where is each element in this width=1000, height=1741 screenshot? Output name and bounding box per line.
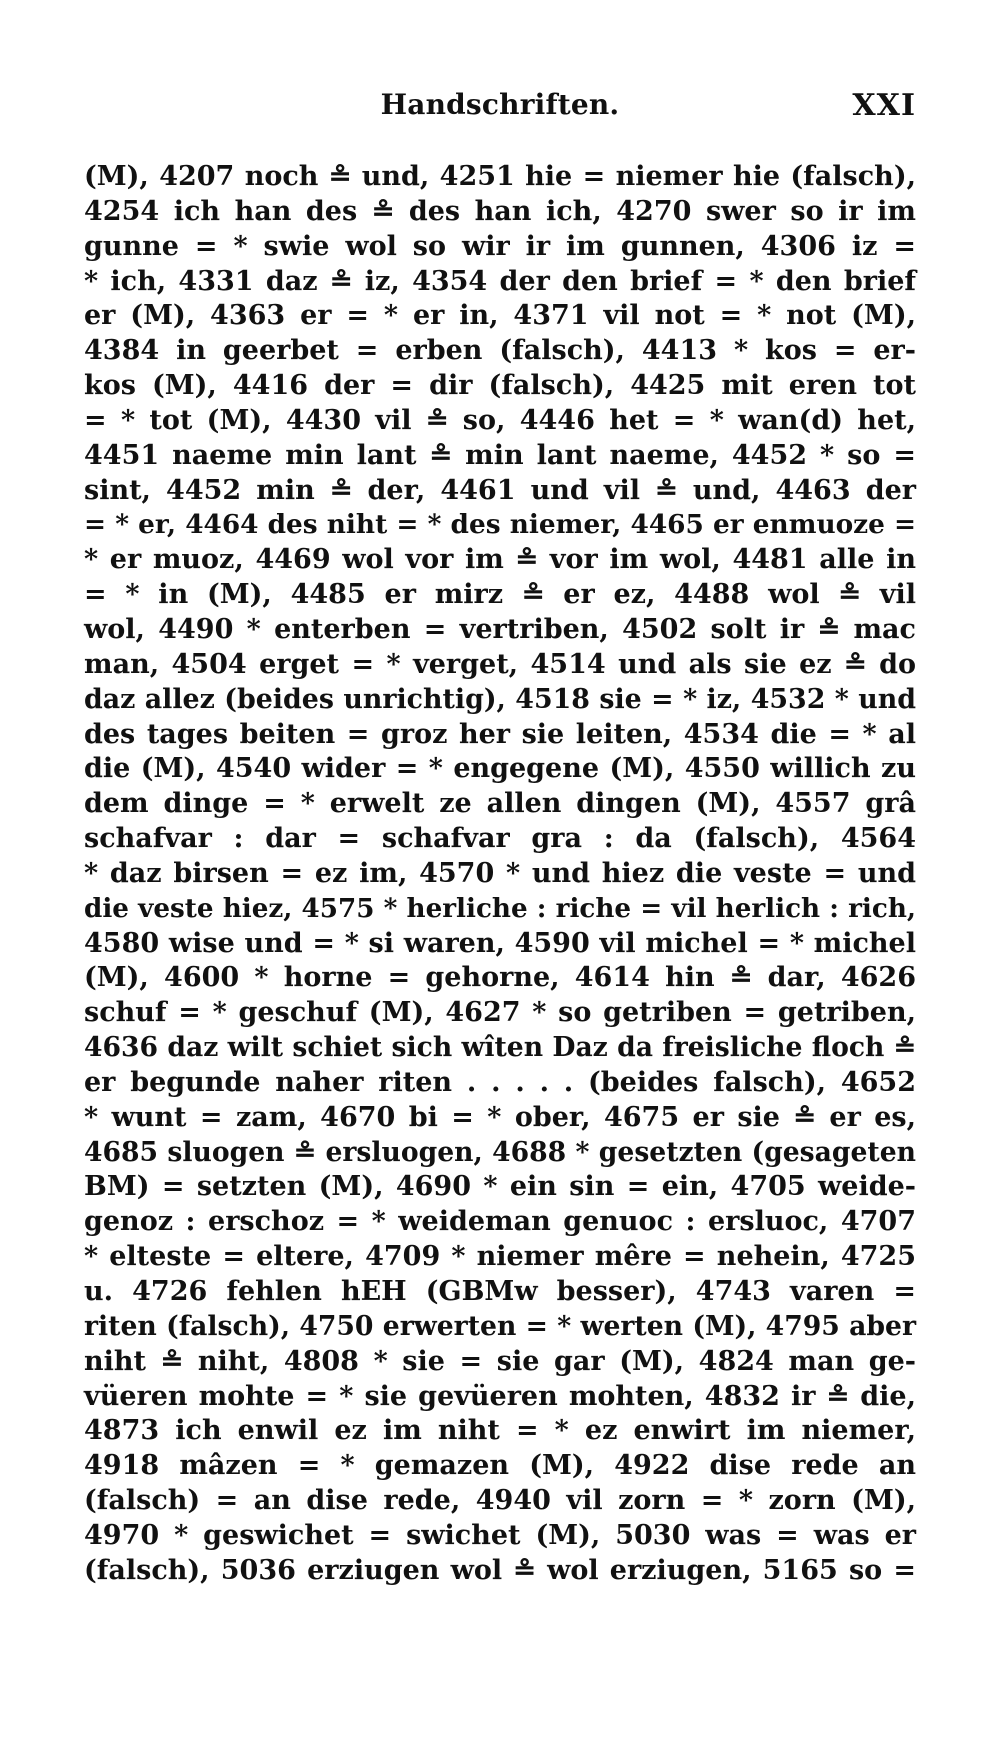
text-line: schuf = * geschuf (M), 4627 * so getriben = getriben, — [84, 997, 916, 1029]
text-line: man, 4504 erget = * verget, 4514 und als sie ez ≗ do — [84, 648, 916, 680]
text-line: daz allez (beides unrichtig), 4518 sie = * iz, 4532 * und — [84, 683, 916, 715]
page-number: XXI — [852, 88, 916, 123]
text-line: die (M), 4540 wider = * engegene (M), 4550 willich zu — [84, 753, 916, 785]
text-line: (falsch), 5036 erziugen wol ≗ wol erziugen, 5165 so = — [84, 1554, 916, 1586]
text-line: * wunt = zam, 4670 bi = * ober, 4675 er sie ≗ er es, — [84, 1101, 916, 1133]
running-title: Handschriften. — [380, 88, 620, 121]
text-line: 4580 wise und = * si waren, 4590 vil michel = * michel — [84, 927, 916, 959]
text-line: vüeren mohte = * sie gevüeren mohten, 4832 ir ≗ die, — [84, 1380, 916, 1412]
text-line: gunne = * swie wol so wir ir im gunnen, 4306 iz = — [84, 230, 916, 262]
text-line: schafvar : dar = schafvar gra : da (falsch), 4564 — [84, 823, 916, 855]
text-line: sint, 4452 min ≗ der, 4461 und vil ≗ und, 4463 der — [84, 474, 916, 506]
text-line: er (M), 4363 er = * er in, 4371 vil not = * not (M), — [84, 300, 916, 332]
running-head — [84, 88, 916, 128]
text-line: kos (M), 4416 der = dir (falsch), 4425 mit eren tot — [84, 370, 916, 402]
text-line: * ich, 4331 daz ≗ iz, 4354 der den brief = * den brief — [84, 265, 916, 297]
text-line: er begunde naher riten . . . . . (beides falsch), 4652 — [84, 1066, 916, 1098]
text-line: 4384 in geerbet = erben (falsch), 4413 * kos = er- — [84, 335, 916, 367]
text-line: riten (falsch), 4750 erwerten = * werten (M), 4795 aber — [84, 1310, 916, 1342]
text-line: 4254 ich han des ≗ des han ich, 4270 swer so ir im — [84, 195, 916, 227]
text-line: dem dinge = * erwelt ze allen dingen (M), 4557 grâ — [84, 788, 916, 820]
text-line: 4636 daz wilt schiet sich wîten Daz da freisliche floch ≗ — [84, 1032, 916, 1064]
text-line: des tages beiten = groz her sie leiten, 4534 die = * al — [84, 718, 916, 750]
text-line: BM) = setzten (M), 4690 * ein sin = ein, 4705 weide- — [84, 1171, 916, 1203]
body-text — [84, 160, 916, 1589]
text-line: 4451 naeme min lant ≗ min lant naeme, 4452 * so = — [84, 439, 916, 471]
text-line: genoz : erschoz = * weideman genuoc : ersluoc, 4707 — [84, 1206, 916, 1238]
text-line: = * tot (M), 4430 vil ≗ so, 4446 het = * wan(d) het, — [84, 404, 916, 436]
text-line: 4970 * geswichet = swichet (M), 5030 was = was er — [84, 1519, 916, 1551]
text-line: (M), 4600 * horne = gehorne, 4614 hin ≗ dar, 4626 — [84, 962, 916, 994]
text-line: 4685 sluogen ≗ ersluogen, 4688 * gesetzten (gesageten — [84, 1136, 916, 1168]
text-line: niht ≗ niht, 4808 * sie = sie gar (M), 4824 man ge- — [84, 1345, 916, 1377]
text-line: (M), 4207 noch ≗ und, 4251 hie = niemer hie (falsch), — [84, 161, 916, 192]
text-line: wol, 4490 * enterben = vertriben, 4502 solt ir ≗ mac — [84, 613, 916, 645]
text-line: die veste hiez, 4575 * herliche : riche = vil herlich : rich, — [84, 892, 916, 924]
text-line: * daz birsen = ez im, 4570 * und hiez die veste = und — [84, 857, 916, 889]
text-line: * elteste = eltere, 4709 * niemer mêre = nehein, 4725 — [84, 1241, 916, 1273]
text-line: = * in (M), 4485 er mirz ≗ er ez, 4488 wol ≗ vil — [84, 579, 916, 611]
text-line: * er muoz, 4469 wol vor im ≗ vor im wol, 4481 alle in — [84, 544, 916, 576]
text-line: 4873 ich enwil ez im niht = * ez enwirt im niemer, — [84, 1415, 916, 1447]
text-line: (falsch) = an dise rede, 4940 vil zorn = * zorn (M), — [84, 1485, 916, 1517]
text-line: 4918 mâzen = * gemazen (M), 4922 dise rede an — [84, 1450, 916, 1482]
text-line: = * er, 4464 des niht = * des niemer, 4465 er enmuoze = — [84, 509, 917, 541]
text-line: u. 4726 fehlen hEH (GBMw besser), 4743 varen = — [84, 1276, 916, 1307]
